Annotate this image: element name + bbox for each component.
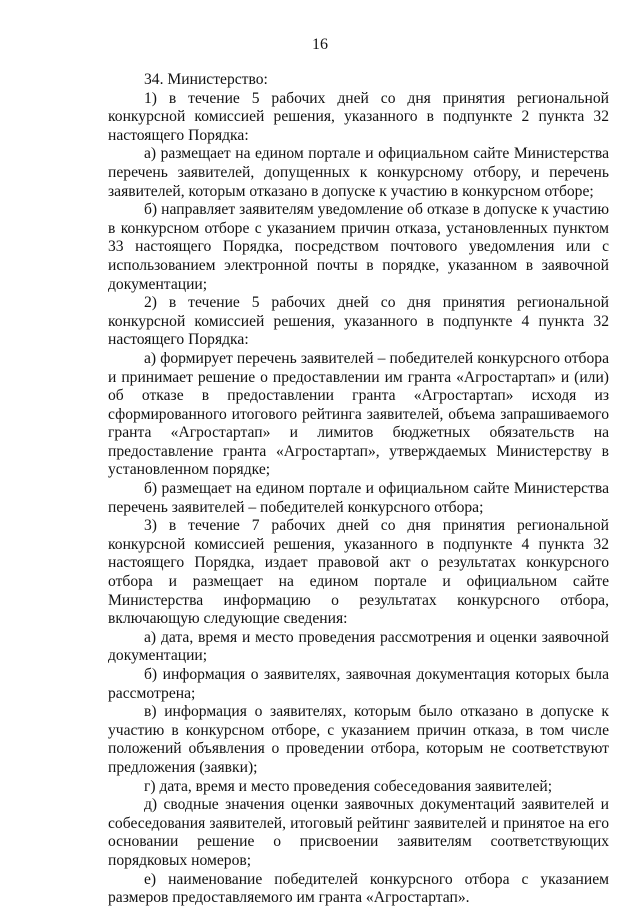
paragraph: а) формирует перечень заявителей – победителей конкурсного отбора и принимает решение о предоставлении им гранта «Агростартап» и (или) об отказе в предоставлении гранта «Агростартап» исходя из сформированного итогового рейтинга заявителей, объема запрашиваемого гранта «Агростартап» и лимитов бюджетных обязательств на предоставление гранта «Агростартап», утверждаемых Министерству в установленном порядке; <box>108 349 609 479</box>
section-heading: 34. Министерство: <box>144 71 268 88</box>
paragraph: б) информация о заявителях, заявочная документация которых была рассмотрена; <box>108 666 609 702</box>
paragraph: 3) в течение 7 рабочих дней со дня принятия региональной конкурсной комиссией решения, указанного в подпункте 4 пункта 32 настоящего Порядка, издает правовой акт о результатах конкурсного отбора и размещает на едином портале и официальном сайте Министерства информацию о результатах конкурсного отбора, включающую следующие сведения: <box>108 517 609 628</box>
paragraph: 2) в течение 5 рабочих дней со дня принятия региональной конкурсной комиссией решения, указанного в подпункте 4 пункта 32 настоящего Порядка: <box>108 294 609 349</box>
paragraph: а) размещает на едином портале и официальном сайте Министерства перечень заявителей, допущенных к конкурсному отбору, и перечень заявителей, которым отказано в допуске к участию в конкурсном отборе; <box>108 145 609 200</box>
paragraph: б) направляет заявителям уведомление об отказе в допуске к участию в конкурсном отборе с указанием причин отказа, установленных пунктом 33 настоящего Порядка, посредством почтового уведомления или с использованием электронной почты в порядке, указанном в заявочной документации; <box>108 201 609 293</box>
paragraph: е) наименование победителей конкурсного отбора с указанием размеров предоставляемого им гранта «Агростартап». <box>108 870 609 907</box>
paragraph: б) размещает на едином портале и официальном сайте Министерства перечень заявителей – победителей конкурсного отбора; <box>108 480 609 516</box>
paragraph: 1) в течение 5 рабочих дней со дня принятия региональной конкурсной комиссией решения, указанного в подпункте 2 пункта 32 настоящего Порядка: <box>108 89 609 144</box>
paragraph: а) дата, время и место проведения рассмотрения и оценки заявочной документации; <box>108 628 609 665</box>
paragraph: г) дата, время и место проведения собеседования заявителей; <box>144 777 553 795</box>
page-number: 16 <box>312 36 328 53</box>
paragraph: в) информация о заявителях, которым было отказано в допуске к участию в конкурсном отборе, с указанием причин отказа, в том числе положений объявления о проведении отбора, которым не соответствуют предложения (заявки); <box>108 703 609 776</box>
document-body <box>108 71 609 908</box>
paragraph: д) сводные значения оценки заявочных документаций заявителей и собеседования заявителей, итоговый рейтинг заявителей и принятое на его основании решение о присвоении заявителям соответствующих порядковых номеров; <box>108 796 609 869</box>
